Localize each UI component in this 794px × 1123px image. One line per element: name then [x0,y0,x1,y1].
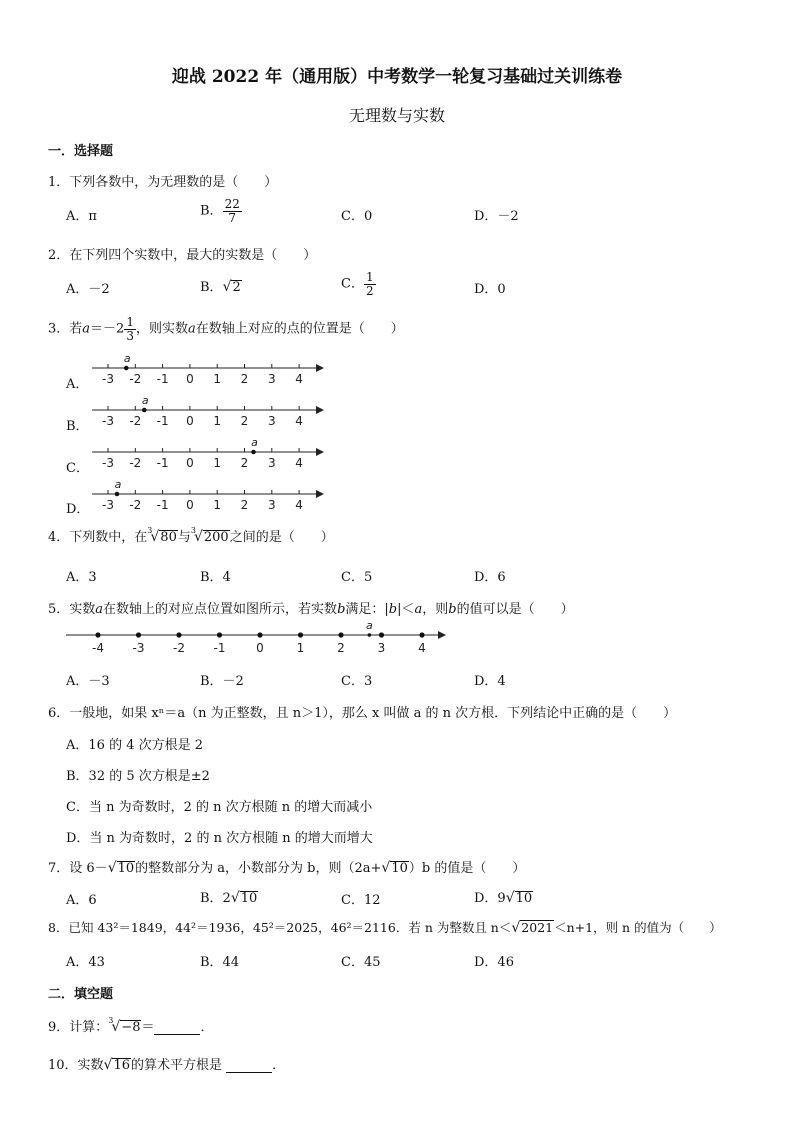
radicand: 10 [117,861,135,876]
fraction-numerator: 22 [224,197,240,211]
point-a [368,633,372,637]
tick-label: 3 [267,498,276,510]
fraction-denominator: 3 [126,328,134,343]
q8-option-a: A．43 [66,955,105,970]
q8-stem-end: ＜n+1，则 n 的值为（ ） [554,920,722,935]
q6-option-c: C．当 n 为奇数时，2 的 n 次方根随 n 的增大而减小 [66,800,373,815]
point-a-label: a [365,619,373,632]
tick-label: 0 [186,414,194,428]
tick-point [136,632,141,637]
q2-stem: 2．在下列四个实数中，最大的实数是（ ） [48,248,317,263]
var-b: b [337,602,346,617]
tick-label: 0 [186,372,194,386]
point-a [115,492,120,497]
tick-point [419,632,424,637]
var-b: b [448,602,457,617]
var-a: a [187,321,196,337]
cube-root-80: $^3$√80 [147,526,177,545]
q2-option-b [200,276,242,295]
q3-number-lines [88,348,328,510]
tick-label: 2 [240,498,249,510]
tick-label: 4 [418,641,426,655]
arrow-head-icon [316,490,324,498]
q5-stem-prefix: 5．实数 [48,602,96,617]
q5-stem-mid3: |＜ [397,602,415,617]
tick-label: 1 [213,372,222,386]
q6-stem: 6．一般地，如果 xⁿ＝a（n 为正整数，且 n＞1），那么 x 叫做 a 的 n 次方根．下列结论中正确的是（ ） [48,706,677,721]
radicand: 10 [391,861,408,876]
q7-option-b [200,887,258,906]
q5-option-c: C．3 [341,674,373,689]
q3-option-c-label: C． [66,461,89,476]
radicand: 10 [515,891,533,906]
tick-point [95,632,100,637]
tick-label: 0 [186,456,194,470]
radicand: 2021 [521,920,554,935]
section-choice: 一．选择题 [48,144,114,159]
tick-label: 4 [295,456,303,470]
q10-tail: ． [272,1058,286,1073]
sqrt-symbol: √10 [107,860,135,876]
q9-stem-end: ＝ [141,1020,155,1035]
tick-point [338,632,343,637]
tick-point [217,632,222,637]
tick-label: -2 [129,414,142,428]
tick-label: 0 [186,498,194,510]
tick-label: 1 [296,641,305,655]
fraction-denominator: 7 [228,210,237,225]
q3-option-b-label: B． [66,419,89,434]
sqrt-symbol: √10 [230,890,258,906]
q3-stem-end: 在数轴上对应的点的位置是（ ） [195,321,404,337]
q9-tail: ． [200,1020,214,1035]
q1-option-a: A．π [66,209,97,224]
q10-stem-prefix: 10．实数 [48,1058,104,1073]
tick-label: 3 [267,414,276,428]
tick-label: 3 [377,641,386,655]
sqrt-symbol: √2021 [511,920,554,936]
q3-fraction [124,316,136,342]
q2-option-a: A．－2 [66,282,110,297]
tick-label: 4 [295,372,303,386]
q7-stem-end: ）b 的值是（ ） [408,861,526,876]
q10-stem [48,1054,285,1073]
fraction-denominator: 2 [365,283,374,298]
page-title: 迎战 2022 年（通用版）中考数学一轮复习基础过关训练卷 [171,67,623,87]
q10-stem-end: 的算术平方根是 [131,1058,223,1073]
radicand: 16 [113,1058,131,1073]
sqrt-symbol: √2 [222,279,241,295]
q8-option-b: B．44 [200,955,240,970]
tick-point [176,632,181,637]
var-a: a [82,321,91,337]
tick-label: -1 [213,641,226,655]
var-a: a [414,602,423,617]
q1-option-d: D．－2 [474,209,519,224]
q1-option-b-label: B． [200,203,223,219]
var-a: a [95,602,104,617]
q3-stem-mid: ＝－2 [90,321,125,337]
tick-label: 3 [267,372,276,386]
point-a-label: a [251,436,258,449]
tick-label: 4 [295,414,303,428]
tick-label: 0 [256,641,264,655]
q3-option-d-label: D． [66,502,90,517]
sqrt-symbol: √10 [381,860,408,876]
q8-option-d: D．46 [474,955,514,970]
q7-stem-prefix: 7．设 6－ [48,861,108,876]
tick-label: -3 [132,641,145,655]
tick-label: 2 [337,641,345,655]
q4-stem-mid: 与 [177,530,191,545]
tick-label: -1 [156,372,169,386]
q5-stem-mid: 在数轴上的对应点位置如图所示，若实数 [103,602,338,617]
page-subtitle: 无理数与实数 [348,106,445,125]
root-index: 3 [190,526,196,535]
tick-label: -1 [156,414,169,428]
q7-stem-mid: 的整数部分为 a，小数部分为 b，则（2a+ [135,861,382,876]
q5-stem-mid4: ，则 [422,602,449,617]
tick-point [298,632,303,637]
q4-option-b: B．4 [200,570,231,585]
cube-root-200: $^3$√200 [190,526,229,545]
radicand: 80 [160,530,177,545]
point-a [142,408,147,413]
tick-label: 4 [295,498,303,510]
tick-label: -2 [129,456,142,470]
q7-option-a: A．6 [66,893,97,908]
sqrt-symbol: √16 [103,1057,131,1073]
q3-stem-prefix: 3．若 [48,321,83,337]
q7-stem [48,857,525,876]
radicand: 200 [203,530,229,545]
q6-option-d: D．当 n 为奇数时，2 的 n 次方根随 n 的增大而增大 [66,831,373,846]
q4-option-a: A．3 [66,570,97,585]
root-index: 3 [108,1016,114,1025]
q8-stem-prefix: 8．已知 43²＝1849，44²＝1936，45²＝2025，46²＝2116．若 n 为整数且 n＜ [48,920,512,935]
q4-option-c: C．5 [341,570,373,585]
arrow-head-icon [316,364,324,372]
q2-option-b-label: B． [200,280,223,295]
q5-option-b: B．－2 [200,674,244,689]
q3-option-a-label: A． [66,377,89,392]
arrow-head-icon [316,406,324,414]
tick-point [379,632,384,637]
q5-option-d: D．4 [474,674,506,689]
q1-stem: 1．下列各数中，为无理数的是（ ） [48,175,278,190]
answer-blank[interactable] [226,1060,272,1073]
q2-option-c-label: C． [341,276,364,292]
tick-label: -3 [102,414,114,428]
q5-option-a: A．－3 [66,674,110,689]
tick-label: 1 [213,456,222,470]
q7-option-d [474,887,533,906]
q4-stem-end: 之间的是（ ） [229,530,334,545]
q1-option-b [200,198,242,224]
arrow-head-icon [316,448,324,456]
tick-label: -2 [173,641,185,655]
tick-label: -3 [102,372,114,386]
q2-option-c-fraction [364,271,376,297]
q2-option-d: D．0 [474,282,506,297]
cube-root: $^3$√−8 [108,1016,141,1035]
sqrt-symbol: √10 [505,890,533,906]
q4-stem [48,526,334,545]
q8-stem [48,918,722,936]
tick-label: -1 [156,456,169,470]
q4-option-d: D．6 [474,570,506,585]
q2-option-c [341,271,376,297]
point-a-label: a [114,478,122,491]
section-fill: 二．填空题 [48,987,114,1002]
root-index: 3 [147,526,153,535]
tick-label: -3 [102,498,114,510]
tick-label: -2 [129,372,142,386]
tick-label: 1 [213,498,222,510]
q7-option-d-label: D．9 [474,891,506,906]
q1-option-b-fraction [223,198,242,224]
q1-option-c: C．0 [341,209,373,224]
q9-stem [48,1016,214,1035]
radicand: 2 [232,280,241,295]
q9-stem-prefix: 9．计算： [48,1020,109,1035]
tick-label: -1 [156,498,169,510]
q5-number-line [60,614,455,662]
tick-label: -4 [92,641,104,655]
q5-stem-end: 的值可以是（ ） [456,602,574,617]
point-a [251,450,256,455]
var-b: b [388,602,398,617]
tick-label: 1 [213,414,222,428]
tick-label: 2 [240,372,249,386]
q6-option-b: B．32 的 5 次方根是±2 [66,769,210,784]
point-a [124,366,129,371]
tick-label: 3 [267,456,276,470]
q6-option-a: A．16 的 4 次方根是 2 [66,738,204,753]
fraction-numerator: 1 [365,270,374,284]
q5-stem-mid2: 满足：| [345,602,389,617]
q7-option-c: C．12 [341,893,381,908]
arrow-head-icon [438,631,446,639]
tick-point [257,632,262,637]
q7-option-b-label: B．2 [200,891,231,906]
q8-option-c: C．45 [341,955,381,970]
fraction-numerator: 1 [126,315,134,329]
q4-stem-prefix: 4．下列数中，在 [48,530,148,545]
answer-blank[interactable] [154,1022,200,1035]
q3-stem-suffix: ，则实数 [135,321,188,337]
tick-label: 2 [240,456,249,470]
tick-label: -2 [129,498,142,510]
q3-stem [48,316,404,342]
radicand: −8 [121,1020,141,1035]
radicand: 10 [240,891,258,906]
tick-label: 2 [240,414,249,428]
tick-label: -3 [102,456,114,470]
point-a-label: a [141,394,149,407]
point-a-label: a [123,352,131,365]
